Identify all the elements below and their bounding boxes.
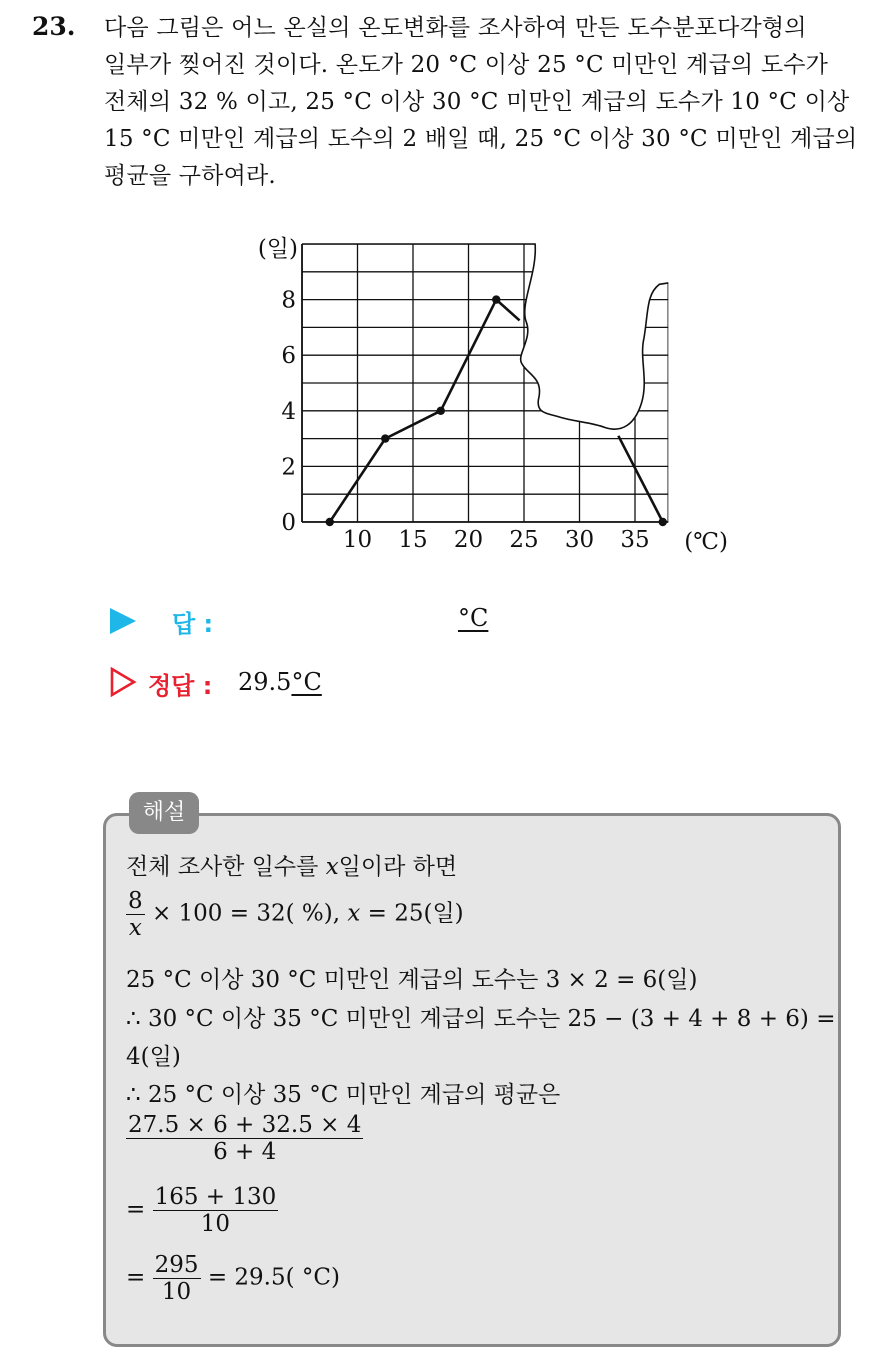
- solution-tag: 해설: [129, 792, 199, 834]
- fraction: [126, 1112, 363, 1165]
- x-tick-label: 35: [620, 527, 650, 553]
- question-number: 23.: [32, 12, 76, 41]
- answer-row: [110, 600, 810, 640]
- fraction: [153, 1184, 279, 1237]
- equals-sign: =: [126, 1264, 146, 1291]
- frequency-polygon-chart: [240, 230, 728, 560]
- x-axis-label: (℃): [684, 529, 728, 555]
- solution-text: × 100 = 32( %),: [151, 900, 348, 927]
- fraction-numerator: 165 + 130: [154, 1184, 277, 1210]
- solution-text: = 29.5( °C): [207, 1264, 340, 1291]
- solution-fraction-1: [126, 1112, 363, 1165]
- correct-answer-label: 정답 :: [148, 672, 213, 700]
- variable-x: x: [325, 854, 339, 880]
- y-tick-label: 4: [281, 398, 296, 425]
- answer-unit[interactable]: °C: [458, 604, 489, 632]
- solution-fraction-2: [126, 1184, 278, 1237]
- equals-sign: =: [126, 1196, 146, 1223]
- solution-line-1: [126, 848, 457, 881]
- solution-line-4: ∴ 30 °C 이상 35 °C 미만인 계급의 도수는 25 − (3 + 4 + 8 + 6) =: [126, 1006, 836, 1032]
- correct-value-unit: °C: [291, 668, 322, 696]
- fraction: [153, 1252, 201, 1305]
- outline-triangle-icon: [110, 667, 136, 697]
- x-tick-label: 10: [342, 527, 373, 553]
- fraction-8-over-x: [126, 888, 145, 941]
- fraction-denominator: 6 + 4: [213, 1139, 277, 1165]
- x-tick-label: 25: [509, 527, 539, 553]
- fraction-denominator: 10: [161, 1279, 192, 1305]
- y-tick-label: 8: [281, 287, 296, 314]
- y-tick-label: 0: [281, 510, 296, 536]
- correct-answer-value: [238, 668, 322, 696]
- x-tick-label: 30: [564, 527, 595, 553]
- data-point: [437, 407, 445, 415]
- variable-x: x: [347, 900, 361, 927]
- variable-x: x: [128, 915, 142, 941]
- solution-line-2: [126, 888, 464, 941]
- solution-text: = 25(일): [360, 900, 464, 927]
- correct-value-number: 29.5: [238, 668, 292, 696]
- fraction-denominator: [126, 915, 145, 941]
- y-tick-label: 6: [281, 343, 296, 370]
- fraction-numerator: 295: [154, 1252, 199, 1278]
- play-triangle-icon: [110, 608, 136, 634]
- y-axis-label: (일): [257, 236, 298, 262]
- solution-line-3: 25 °C 이상 30 °C 미만인 계급의 도수는 3 × 2 = 6(일): [126, 967, 698, 993]
- question-line: 평균을 구하여라.: [104, 163, 276, 189]
- solution-line-6: ∴ 25 °C 이상 35 °C 미만인 계급의 평균은: [126, 1082, 561, 1108]
- solution-text: 일이라 하면: [338, 854, 458, 880]
- x-tick-label: 20: [453, 527, 484, 553]
- x-tick-label: 15: [398, 527, 428, 553]
- question-text: [104, 10, 874, 195]
- answer-label: 답 :: [172, 610, 214, 638]
- data-point: [381, 434, 389, 442]
- fraction-denominator: 10: [200, 1211, 231, 1237]
- question-line: 일부가 찢어진 것이다. 온도가 20 °C 이상 25 °C 미만인 계급의 도수가: [104, 52, 829, 78]
- data-point: [326, 518, 334, 526]
- solution-line-5: 4(일): [126, 1044, 181, 1070]
- question-line: 전체의 32 % 이고, 25 °C 이상 30 °C 미만인 계급의 도수가 10 °C 이상: [104, 89, 850, 115]
- correct-answer-row: [110, 662, 810, 702]
- data-point: [659, 518, 667, 526]
- y-tick-label: 2: [281, 454, 296, 481]
- series-segment-partial: [496, 300, 519, 321]
- data-point: [492, 295, 500, 303]
- question-line: 15 °C 미만인 계급의 도수의 2 배일 때, 25 °C 이상 30 °C 미만인 계급의: [104, 126, 858, 152]
- fraction-numerator: 27.5 × 6 + 32.5 × 4: [128, 1112, 362, 1138]
- fraction-numerator: 8: [128, 888, 143, 914]
- question-line: 다음 그림은 어느 온실의 온도변화를 조사하여 만든 도수분포다각형의: [104, 15, 807, 41]
- series-segment: [618, 436, 662, 522]
- solution-text: 전체 조사한 일수를: [126, 854, 326, 880]
- solution-fraction-3: [126, 1252, 340, 1305]
